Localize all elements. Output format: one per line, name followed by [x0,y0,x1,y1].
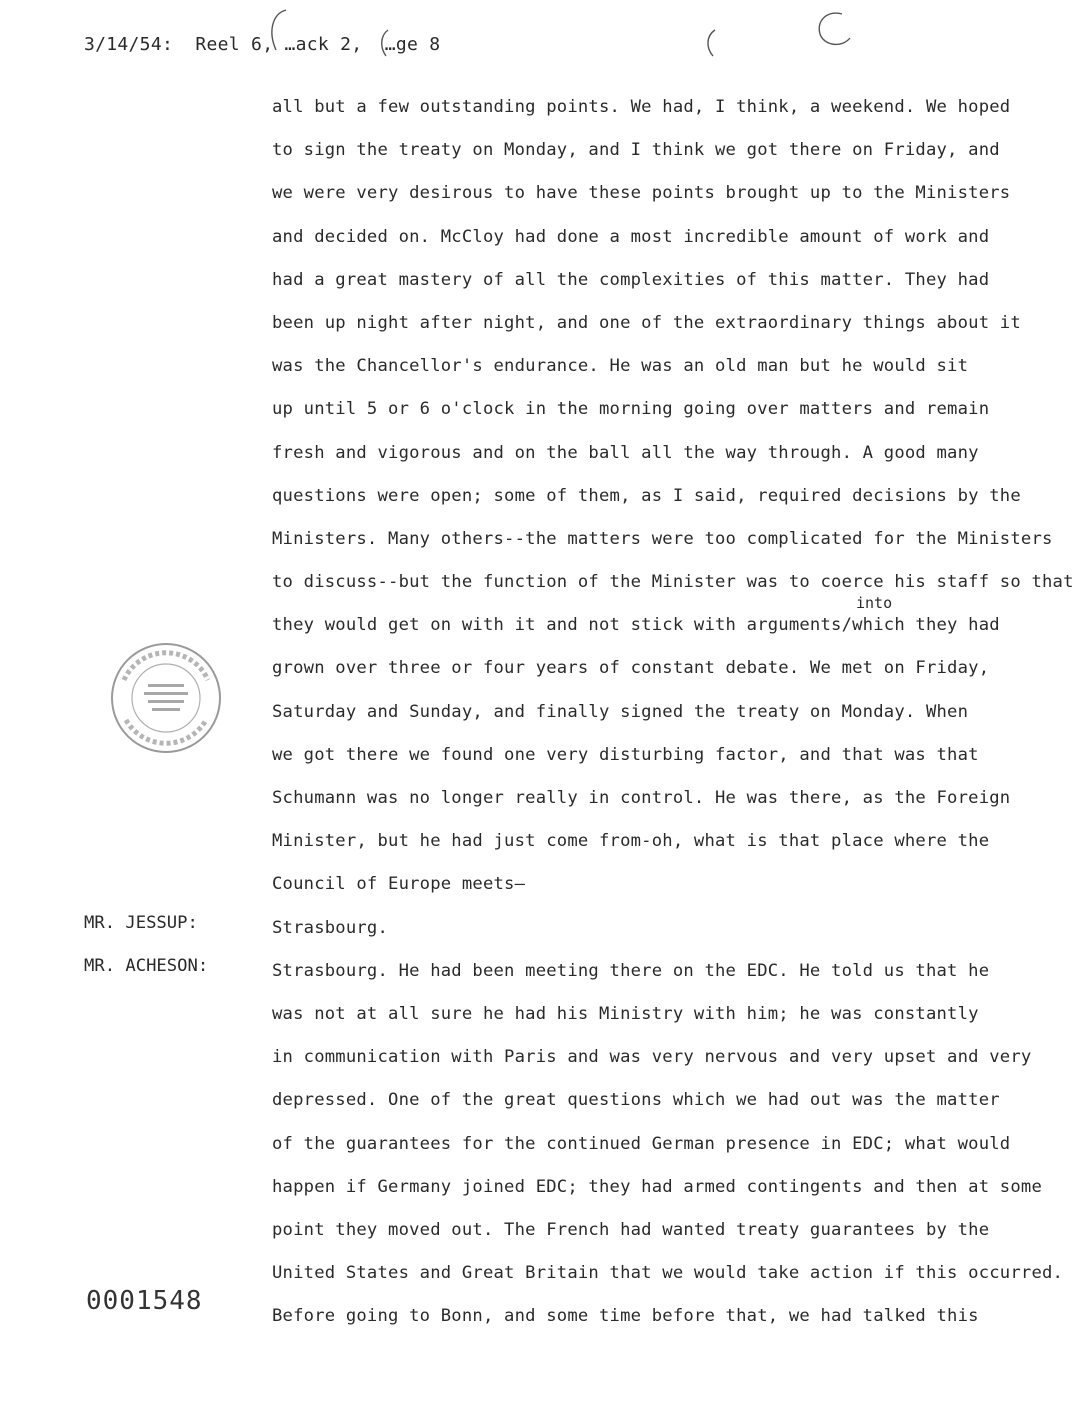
page-header: 3/14/54: Reel 6, …ack 2, …ge 8 [84,34,441,55]
speaker-label-jessup: MR. JESSUP: [84,913,198,933]
text-line: up until 5 or 6 o'clock in the morning going over matters and remain [272,399,990,420]
pen-mark-icon [262,6,292,56]
text-line: Minister, but he had just come from-oh, what is that place where the [272,831,990,852]
text-line: had a great mastery of all the complexities of this matter. They had [272,269,990,290]
speaker-label-acheson: MR. ACHESON: [84,956,209,976]
text-line: Strasbourg. He had been meeting there on the EDC. He told us that he [272,960,990,981]
text-line: Saturday and Sunday, and finally signed the treaty on Monday. When [272,701,969,722]
text-line: they would get on with it and not stick with arguments/which they had [272,615,1000,636]
text-line: been up night after night, and one of the extraordinary things about it [272,312,1021,333]
inserted-word: into [856,594,893,612]
text-line: United States and Great Britain that we would take action if this occurred. [272,1263,1064,1284]
text-line: in communication with Paris and was very nervous and very upset and very [272,1047,1032,1068]
hole-punch-icon [812,10,856,50]
text-line: to discuss--but the function of the Minister was to coerce his staff so that [272,572,1074,593]
text-line: Schumann was no longer really in control. He was there, as the Foreign [272,788,1011,808]
text-line: Before going to Bonn, and some time before that, we had talked this [272,1306,979,1327]
text-line: we were very desirous to have these points brought up to the Ministers [272,183,1011,204]
text-line: Strasbourg. [272,917,389,938]
document-number: 0001548 [86,1286,203,1316]
text-line: of the guarantees for the continued German presence in EDC; what would [272,1133,1011,1154]
text-line: point they moved out. The French had wanted treaty guarantees by the [272,1219,990,1240]
text-line: questions were open; some of them, as I said, required decisions by the [272,485,1021,506]
text-line: all but a few outstanding points. We had, I think, a weekend. We hoped [272,97,1011,117]
text-line: grown over three or four years of constant debate. We met on Friday, [272,658,990,679]
text-line: depressed. One of the great questions which we had out was the matter [272,1090,1000,1111]
text-line: was the Chancellor's endurance. He was an old man but he would sit [272,356,969,377]
text-line: we got there we found one very disturbing factor, and that was that [272,744,979,765]
text-line: to sign the treaty on Monday, and I think we got there on Friday, and [272,140,1000,161]
text-line: Ministers. Many others--the matters were too complicated for the Ministers [272,528,1053,549]
pen-mark-icon [376,28,392,58]
text-line: fresh and vigorous and on the ball all the way through. A good many [272,442,979,463]
text-line: and decided on. McCloy had done a most incredible amount of work and [272,226,990,247]
text-line: was not at all sure he had his Ministry with him; he was constantly [272,1003,979,1024]
pen-mark-icon [702,28,718,58]
text-line: happen if Germany joined EDC; they had armed contingents and then at some [272,1176,1042,1197]
text-line: Council of Europe meets— [272,874,526,895]
library-stamp-seal [108,640,224,756]
transcript-body [272,92,1077,1344]
